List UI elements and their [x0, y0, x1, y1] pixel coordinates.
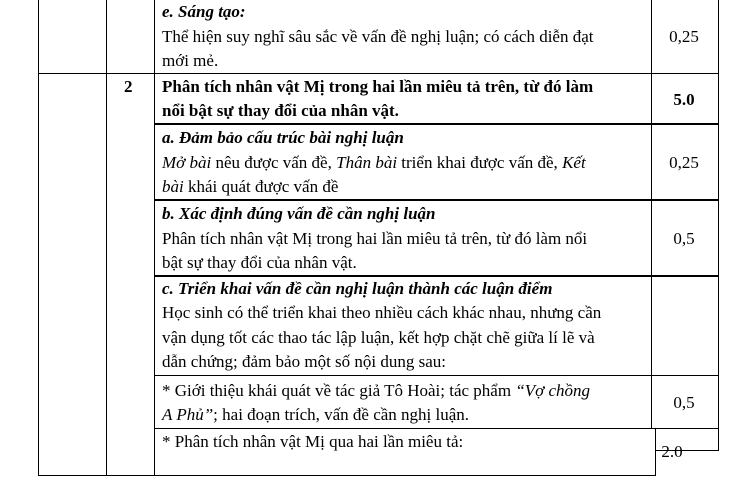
section-a-line2	[162, 175, 338, 198]
section-e-heading: e. Sáng tạo:	[162, 2, 246, 21]
row-line-1	[38, 73, 719, 74]
col-divider-2	[154, 0, 155, 476]
section-c-line3: dẫn chứng; đảm bảo một số nội dung sau:	[162, 352, 447, 371]
section-a-text3: khái quát được vấn đề	[183, 177, 339, 196]
point1-text2: ; hai đoạn trích, vấn đề cần nghị luận.	[213, 405, 470, 424]
row-line-9	[154, 428, 719, 429]
section-b-line2: bật sự thay đổi của nhân vật.	[162, 253, 357, 272]
row-line-3	[154, 124, 719, 125]
section-c-line2: vận dụng tốt các thao tác lập luận, kết hợp chặt chẽ giữa lí lẽ và	[162, 328, 595, 347]
question-score: 5.0	[673, 90, 695, 109]
bai-term: bài	[162, 177, 184, 196]
row-line-5	[154, 200, 719, 201]
point1-line2	[162, 403, 469, 426]
section-e-body-line1: Thể hiện suy nghĩ sâu sắc về vấn đề nghị luận; có cách diễn đạt	[162, 27, 594, 46]
work-title-part1: “Vợ chồng	[515, 381, 591, 400]
question-title-line2: nổi bật sự thay đổi của nhân vật.	[162, 101, 399, 120]
section-a-score: 0,25	[669, 153, 699, 172]
row-line-8	[154, 375, 719, 376]
question-number: 2	[124, 77, 133, 96]
col-divider-1	[106, 0, 107, 476]
section-e-score: 0,25	[669, 27, 699, 46]
question-title-line1: Phân tích nhân vật Mị trong hai lần miêu tả trên, từ đó làm	[162, 77, 594, 96]
section-a-line1	[162, 151, 586, 174]
outer-right-border	[718, 0, 719, 450]
section-a-text2: triển khai được vấn đề,	[397, 153, 563, 172]
point1-line1	[162, 379, 590, 402]
section-b-heading: b. Xác định đúng vấn đề cần nghị luận	[162, 204, 436, 223]
point1-text1: * Giới thiệu khái quát về tác giả Tô Hoài; tác phẩm	[162, 381, 516, 400]
than-bai-term: Thân bài	[336, 153, 398, 172]
outer-left-border	[38, 0, 39, 476]
bottom-border	[38, 475, 656, 476]
section-e-body-line2: mới mẻ.	[162, 51, 219, 70]
point2-score: 2.0	[661, 442, 683, 461]
section-b-score: 0,5	[673, 229, 695, 248]
mo-bai-term: Mở bài	[162, 153, 212, 172]
section-c-line1: Học sinh có thể triển khai theo nhiều cách khác nhau, nhưng cần	[162, 303, 602, 322]
col-divider-3	[651, 0, 652, 428]
section-c-heading: c. Triển khai vấn đề cần nghị luận thành các luận điểm	[162, 279, 553, 298]
point1-score: 0,5	[673, 393, 695, 412]
ket-term: Kết	[562, 153, 586, 172]
work-title-part2: A Phủ”	[162, 405, 214, 424]
point2-text: * Phân tích nhân vật Mị qua hai lần miêu tả:	[162, 432, 464, 451]
section-b-line1: Phân tích nhân vật Mị trong hai lần miêu tả trên, từ đó làm nổi	[162, 229, 588, 248]
section-a-heading: a. Đảm bảo cấu trúc bài nghị luận	[162, 128, 404, 147]
section-a-text1: nêu được vấn đề,	[211, 153, 337, 172]
